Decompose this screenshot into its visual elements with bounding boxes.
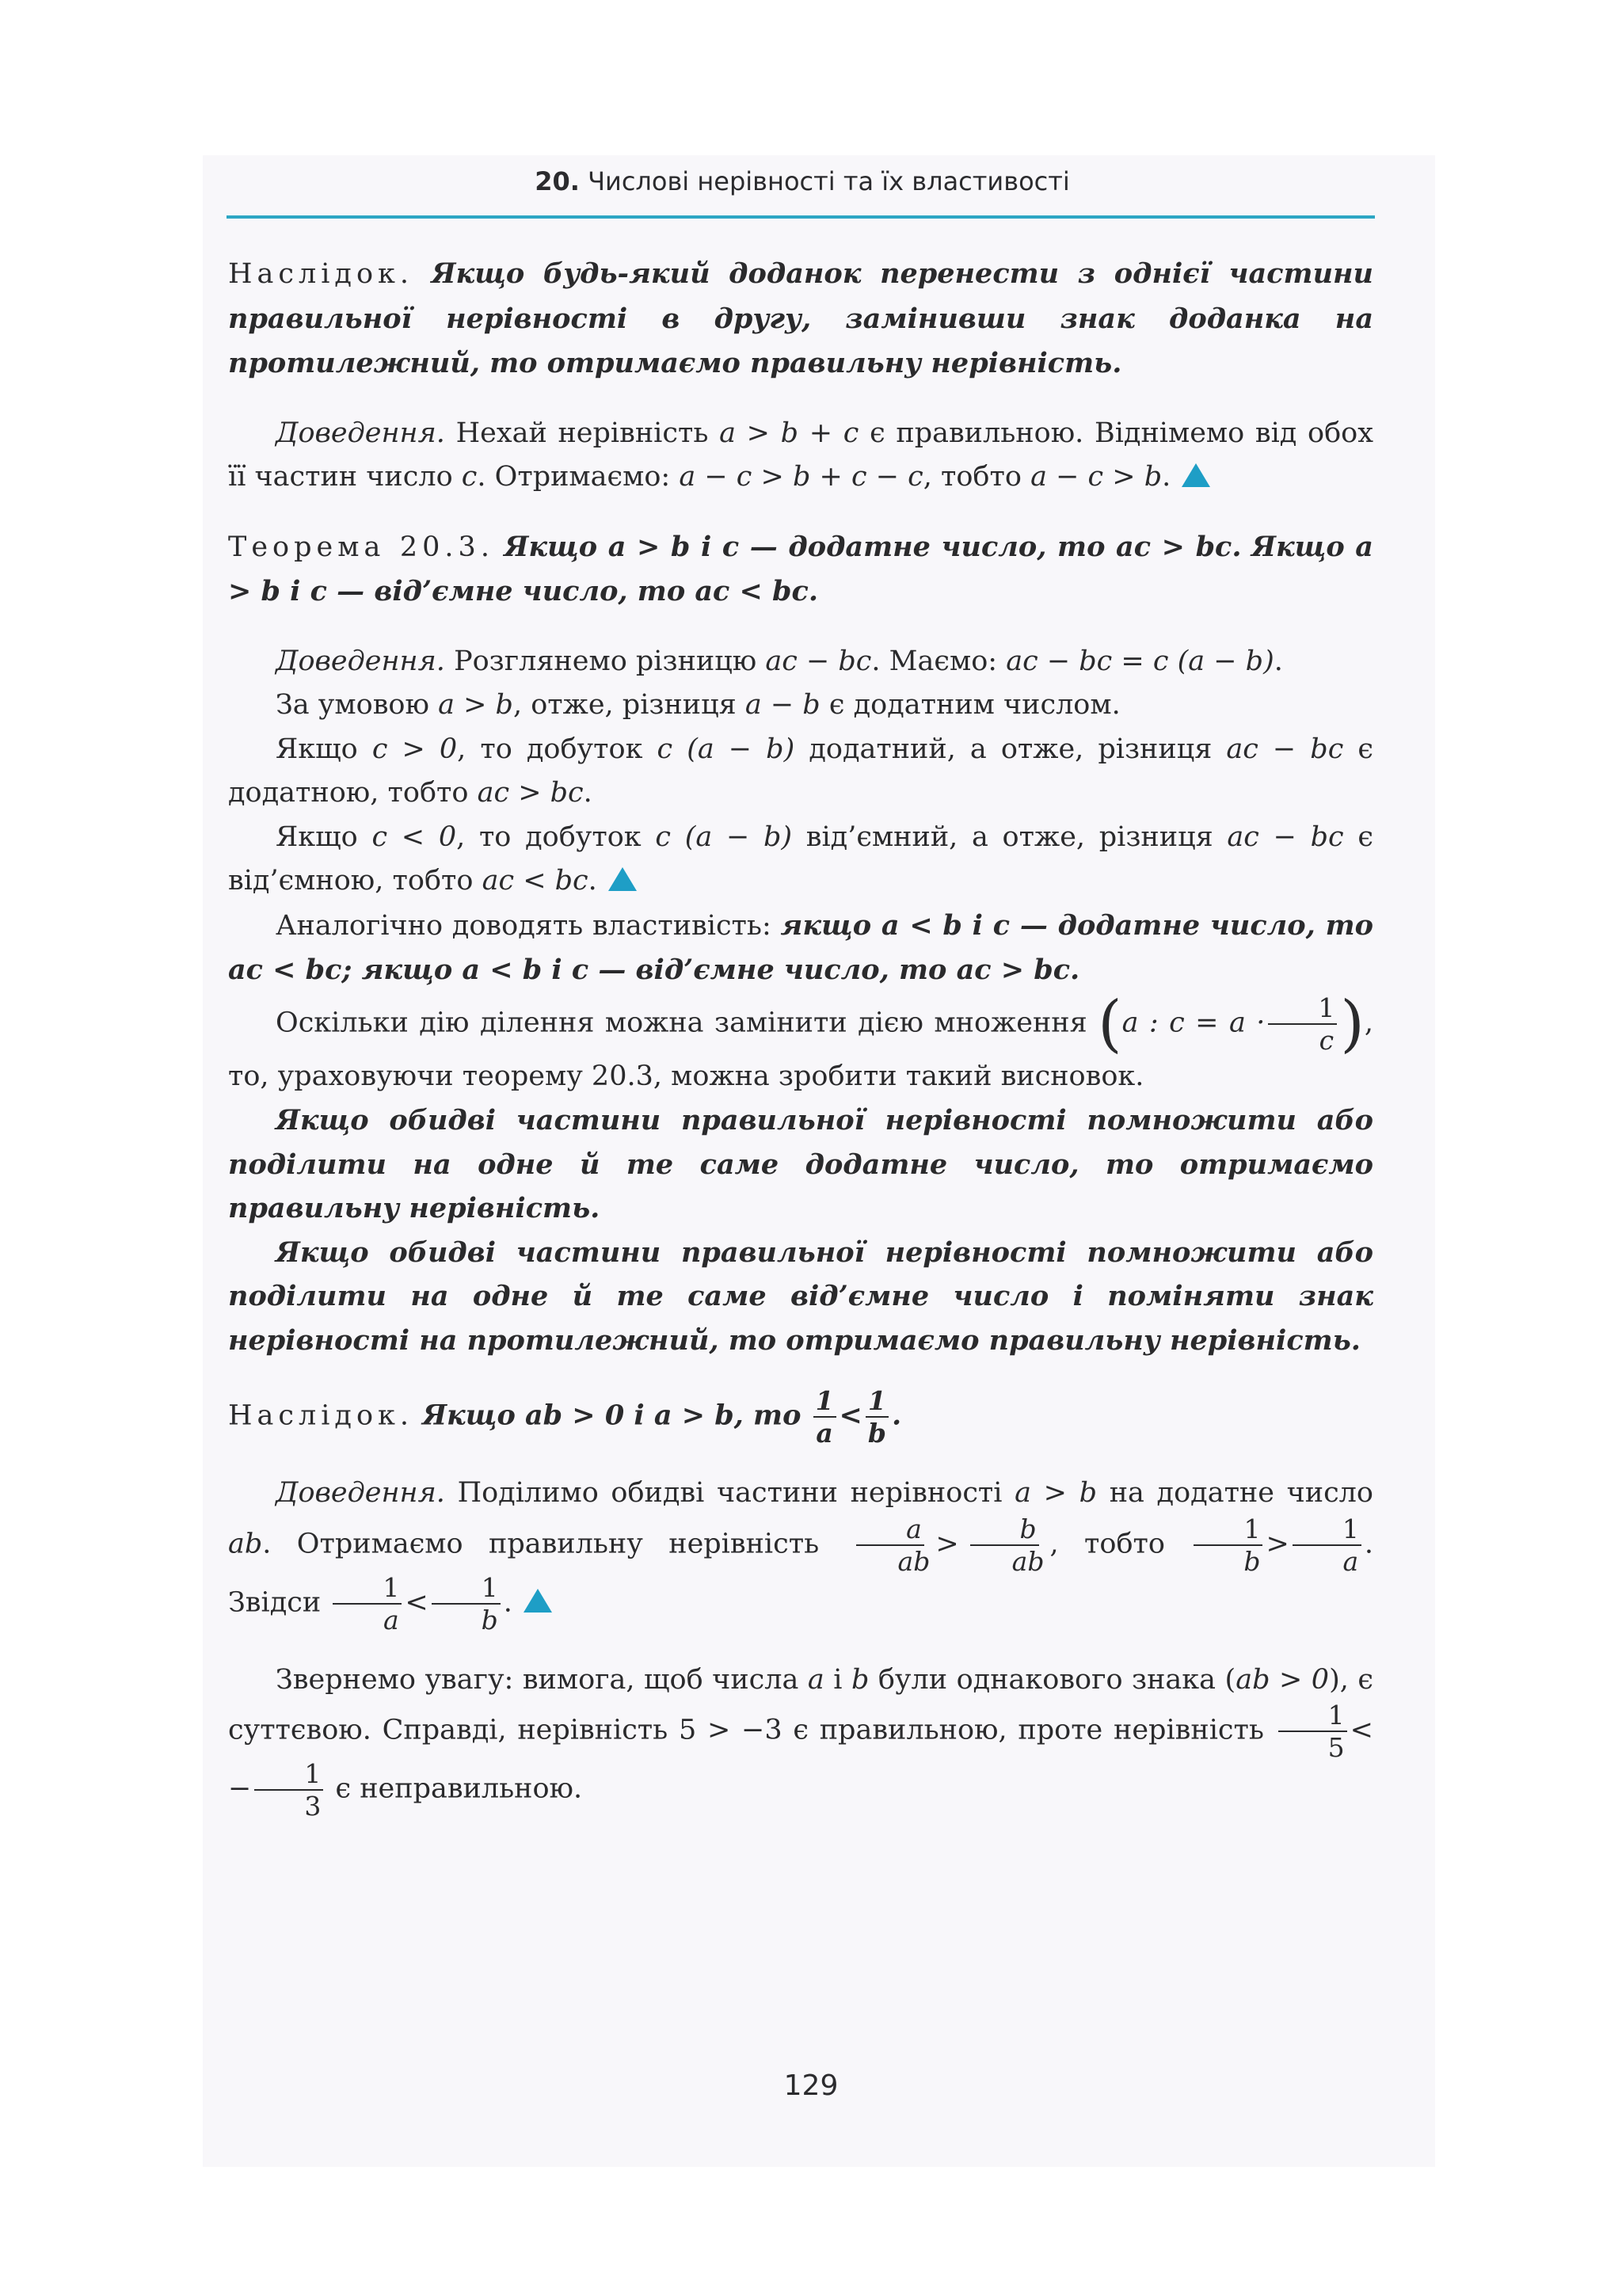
fraction-denominator: 5: [1327, 1732, 1345, 1763]
page-number: 129: [783, 2069, 839, 2102]
math-fragment: a > b: [438, 689, 513, 721]
text-fragment: є додатною, тобто: [228, 733, 1373, 809]
fraction-numerator: a: [856, 1516, 924, 1546]
math-fragment: <: [405, 1586, 428, 1618]
rule-positive: Якщо обидві частини правильної нерівності помножити або поділити на одне й те саме додатне число, то отримаємо правильну нерівність.: [228, 1104, 1373, 1224]
header-rule: [227, 215, 1375, 219]
text-fragment: від’ємний, а отже, різниця: [805, 821, 1213, 853]
text-fragment: .: [588, 865, 597, 897]
main-text: [228, 252, 1373, 1822]
math-fragment: <: [839, 1399, 862, 1432]
math-fragment: a: [807, 1663, 824, 1696]
text-fragment: За умовою: [276, 689, 429, 721]
proof-1: [228, 412, 1373, 500]
triangle-qed-icon: [608, 867, 637, 891]
text-fragment: Оскільки дію ділення можна замінити дією множення: [276, 1007, 1087, 1038]
text-fragment: є від’ємною, тобто: [228, 821, 1373, 897]
text-fragment: , то добуток: [456, 821, 642, 853]
math-fragment: c (a − b): [657, 733, 795, 765]
math-fragment: a − c > b + c − c: [679, 461, 923, 493]
text-fragment: Розглянемо різницю: [454, 645, 757, 677]
fraction-numerator: 1: [1268, 995, 1337, 1025]
fraction-numerator: 1: [254, 1761, 323, 1791]
text-fragment: є правильною. Віднімемо від обох її частин число: [228, 417, 1373, 493]
fraction: [1268, 992, 1337, 1056]
triangle-qed-icon: [1182, 463, 1210, 487]
text-fragment: .: [891, 1399, 902, 1432]
bold-italic-fragment: якщо a < b і c — додатне число, то ac < bc; якщо a < b і c — від’ємне число, то ac > bc.: [228, 908, 1373, 986]
math-fragment: < −: [228, 1714, 1373, 1805]
corollary-2: [228, 1385, 1373, 1449]
fraction-numerator: 1: [813, 1388, 836, 1418]
math-fragment: ac − bc: [1227, 821, 1344, 853]
fraction-denominator: 3: [304, 1791, 322, 1822]
math-fragment: a − c > b: [1030, 461, 1163, 493]
text-fragment: , то добуток: [457, 733, 643, 765]
right-paren: ): [1340, 988, 1365, 1060]
math-fragment: a > b + c: [719, 417, 859, 449]
text-fragment: Якщо: [276, 733, 358, 765]
rule-negative: Якщо обидві частини правильної нерівності помножити або поділити на одне й те саме від’ємне число і поміняти знак нерівності на протилежний, то отримаємо правильну нерівність.: [228, 1236, 1373, 1357]
theorem-statement-2: Якщо a > b і c — від’ємне число, то ac < bc.: [228, 530, 1373, 607]
triangle-qed-icon: [524, 1589, 552, 1613]
proof-3: [228, 1472, 1373, 1633]
theorem-statement-1: Якщо a > b і c — додатне число, то ac > bc.: [504, 530, 1242, 563]
fraction-numerator: 1: [1194, 1516, 1262, 1546]
text-fragment: . Отримаємо правильну нерівність: [262, 1528, 820, 1559]
fraction: [962, 1513, 1047, 1577]
fraction-denominator: a: [816, 1418, 833, 1449]
corollary-label: Наслідок.: [228, 258, 414, 290]
fraction: [254, 1758, 323, 1822]
math-fragment: a > b: [1015, 1477, 1098, 1509]
section-number: 20.: [535, 166, 580, 196]
fraction-numerator: 1: [866, 1388, 889, 1418]
fraction-numerator: 1: [1293, 1516, 1361, 1546]
text-fragment: . Маємо:: [871, 645, 998, 677]
corollary-text: Якщо ab > 0 і a > b, то: [422, 1399, 801, 1432]
text-fragment: є неправильною.: [335, 1772, 583, 1805]
math-fragment: b: [851, 1663, 870, 1696]
text-fragment: Аналогічно доводять властивість:: [276, 909, 771, 942]
text-fragment: , отже, різниця: [512, 689, 737, 721]
text-fragment: Звернемо увагу: вимога, щоб числа: [276, 1663, 799, 1696]
fraction: [813, 1385, 836, 1449]
corollary-text: Якщо будь-який доданок перенести з однієї частини правильної нерівності в другу, замінивши знак доданка на протилежний, то отримаємо правильну нерівність.: [228, 257, 1373, 379]
text-fragment: додатний, а отже, різниця: [809, 733, 1213, 765]
proof-2: [228, 640, 1373, 684]
fraction-denominator: a: [1342, 1545, 1359, 1577]
section-title: Числові нерівності та їх властивості: [588, 166, 1070, 196]
math-fragment: ab > 0: [1236, 1663, 1330, 1696]
math-fragment: c: [461, 461, 478, 493]
math-fragment: c < 0: [371, 821, 457, 853]
math-fragment: ac − bc = c (a − b): [1006, 645, 1274, 677]
text-fragment: , тобто: [1049, 1528, 1165, 1559]
math-fragment: c (a − b): [655, 821, 793, 853]
fraction: [1278, 1702, 1347, 1761]
math-fragment: c > 0: [371, 733, 458, 765]
math-fragment: >: [1266, 1528, 1289, 1559]
math-fragment: ab: [228, 1528, 263, 1559]
fraction-denominator: c: [1319, 1024, 1335, 1056]
proof-2-positive-case: [228, 728, 1373, 816]
fraction-denominator: ab: [897, 1545, 931, 1577]
text-fragment: ), є суттєвою. Справді, нерівність 5 > −3 є правильною, проте нерівність: [228, 1663, 1373, 1746]
math-fragment: ac > bc: [477, 777, 584, 809]
text-fragment: є додатним числом.: [828, 689, 1121, 721]
math-fragment: a − b: [744, 689, 821, 721]
division-remark: [228, 988, 1373, 1099]
proof-label: Доведення.: [276, 645, 445, 677]
math-fragment: ac < bc: [482, 865, 588, 897]
text-fragment: , то, ураховуючи теорему 20.3, можна зробити такий висновок.: [228, 1007, 1373, 1092]
text-fragment: , тобто: [923, 461, 1022, 493]
proof-2-condition: [228, 683, 1373, 728]
math-fragment: ac − bc: [765, 645, 872, 677]
attention-note: [228, 1658, 1373, 1820]
fraction: [1194, 1513, 1262, 1577]
text-fragment: .: [503, 1586, 512, 1618]
fraction: [333, 1571, 402, 1635]
running-header: [228, 166, 1376, 196]
left-paren: (: [1098, 988, 1122, 1060]
text-fragment: і: [833, 1663, 843, 1696]
fraction-denominator: b: [867, 1418, 886, 1449]
fraction-denominator: ab: [1011, 1545, 1045, 1577]
theorem-20-3: [228, 525, 1373, 615]
fraction-denominator: b: [1243, 1545, 1261, 1577]
text-fragment: на додатне число: [1109, 1477, 1373, 1509]
text-fragment: Якщо: [276, 821, 358, 853]
fraction-numerator: 1: [432, 1574, 501, 1605]
fraction: [432, 1571, 501, 1635]
fraction: [1293, 1513, 1361, 1577]
proof-label: Доведення.: [276, 1477, 445, 1509]
text-fragment: . Звідси: [228, 1528, 1373, 1618]
math-fragment: >: [935, 1528, 959, 1559]
text-fragment: .: [1274, 645, 1283, 677]
analogous-property: [228, 904, 1373, 993]
fraction-denominator: b: [481, 1604, 498, 1635]
proof-2-negative-case: [228, 816, 1373, 904]
math-fragment: a : c = a ·: [1121, 1007, 1266, 1038]
fraction-numerator: 1: [333, 1574, 402, 1605]
text-fragment: .: [1162, 461, 1171, 493]
math-fragment: ac − bc: [1226, 733, 1344, 765]
text-fragment: Поділимо обидві частини нерівності: [457, 1477, 1003, 1509]
fraction: [866, 1385, 889, 1449]
corollary-1: [228, 252, 1373, 386]
fraction-denominator: a: [383, 1604, 399, 1635]
proof-label: Доведення.: [276, 417, 445, 449]
text-fragment: .: [583, 777, 592, 809]
fraction-numerator: b: [970, 1516, 1039, 1546]
fraction-numerator: 1: [1278, 1702, 1347, 1732]
theorem-label: Теорема 20.3.: [228, 531, 494, 563]
text-fragment: були однакового знака (: [878, 1663, 1236, 1696]
text-fragment: . Отримаємо:: [477, 461, 671, 493]
fraction: [848, 1513, 933, 1577]
text-fragment: Нехай нерівність: [455, 417, 709, 449]
corollary-label: Наслідок.: [228, 1399, 414, 1432]
